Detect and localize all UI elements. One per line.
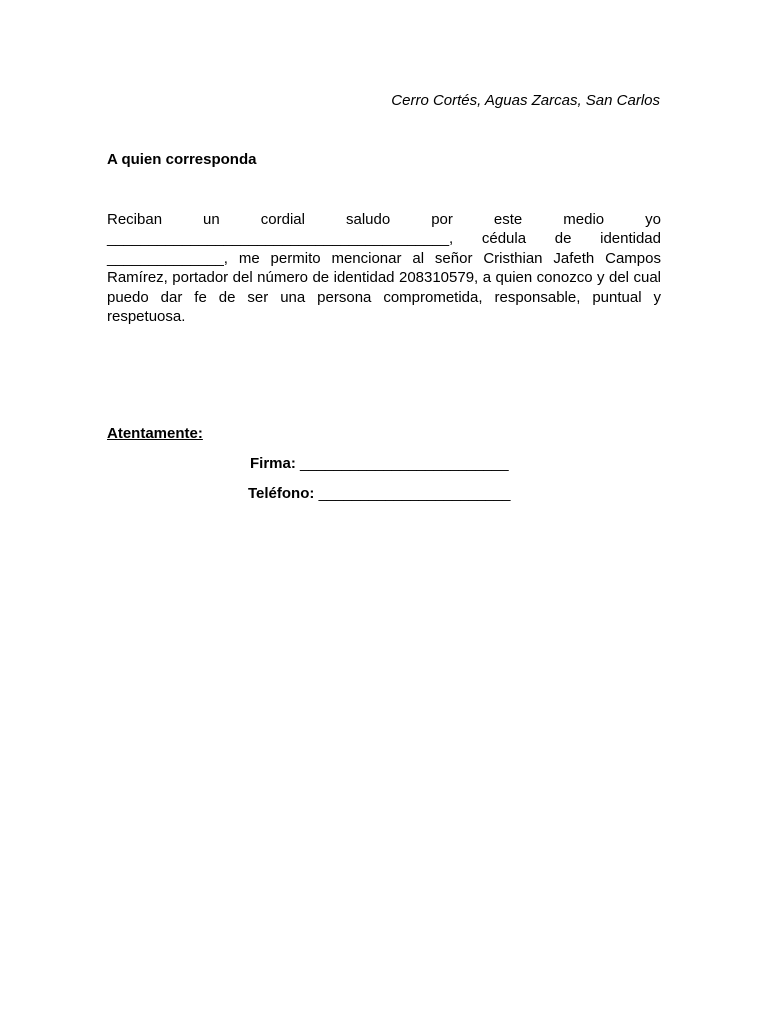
letter-closing: Atentamente: xyxy=(107,425,203,442)
phone-field xyxy=(248,484,510,503)
signature-field xyxy=(250,454,509,473)
letter-body-line: Ramírez, portador del número de identidad 208310579, a quien conozco y del cual xyxy=(107,269,661,287)
phone-label: Teléfono: xyxy=(248,485,315,502)
letter-body-line: ______________, me permito mencionar al señor Cristhian Jafeth Campos xyxy=(107,249,661,267)
signature-blank-line: _________________________ xyxy=(300,455,509,472)
letter-salutation: A quien corresponda xyxy=(107,151,257,168)
letter-location-date: Cerro Cortés, Aguas Zarcas, San Carlos xyxy=(391,92,660,109)
letter-body-line: _________________________________________, cédula de identidad xyxy=(107,230,661,248)
letter-body-line: respetuosa. xyxy=(107,308,186,326)
letter-body xyxy=(107,210,661,326)
signature-label: Firma: xyxy=(250,455,296,472)
letter-body-line: puedo dar fe de ser una persona comprometida, responsable, puntual y xyxy=(107,288,661,306)
letter-body-line: Reciban un cordial saludo por este medio yo xyxy=(107,211,661,228)
phone-blank-line: _______________________ xyxy=(318,485,511,502)
